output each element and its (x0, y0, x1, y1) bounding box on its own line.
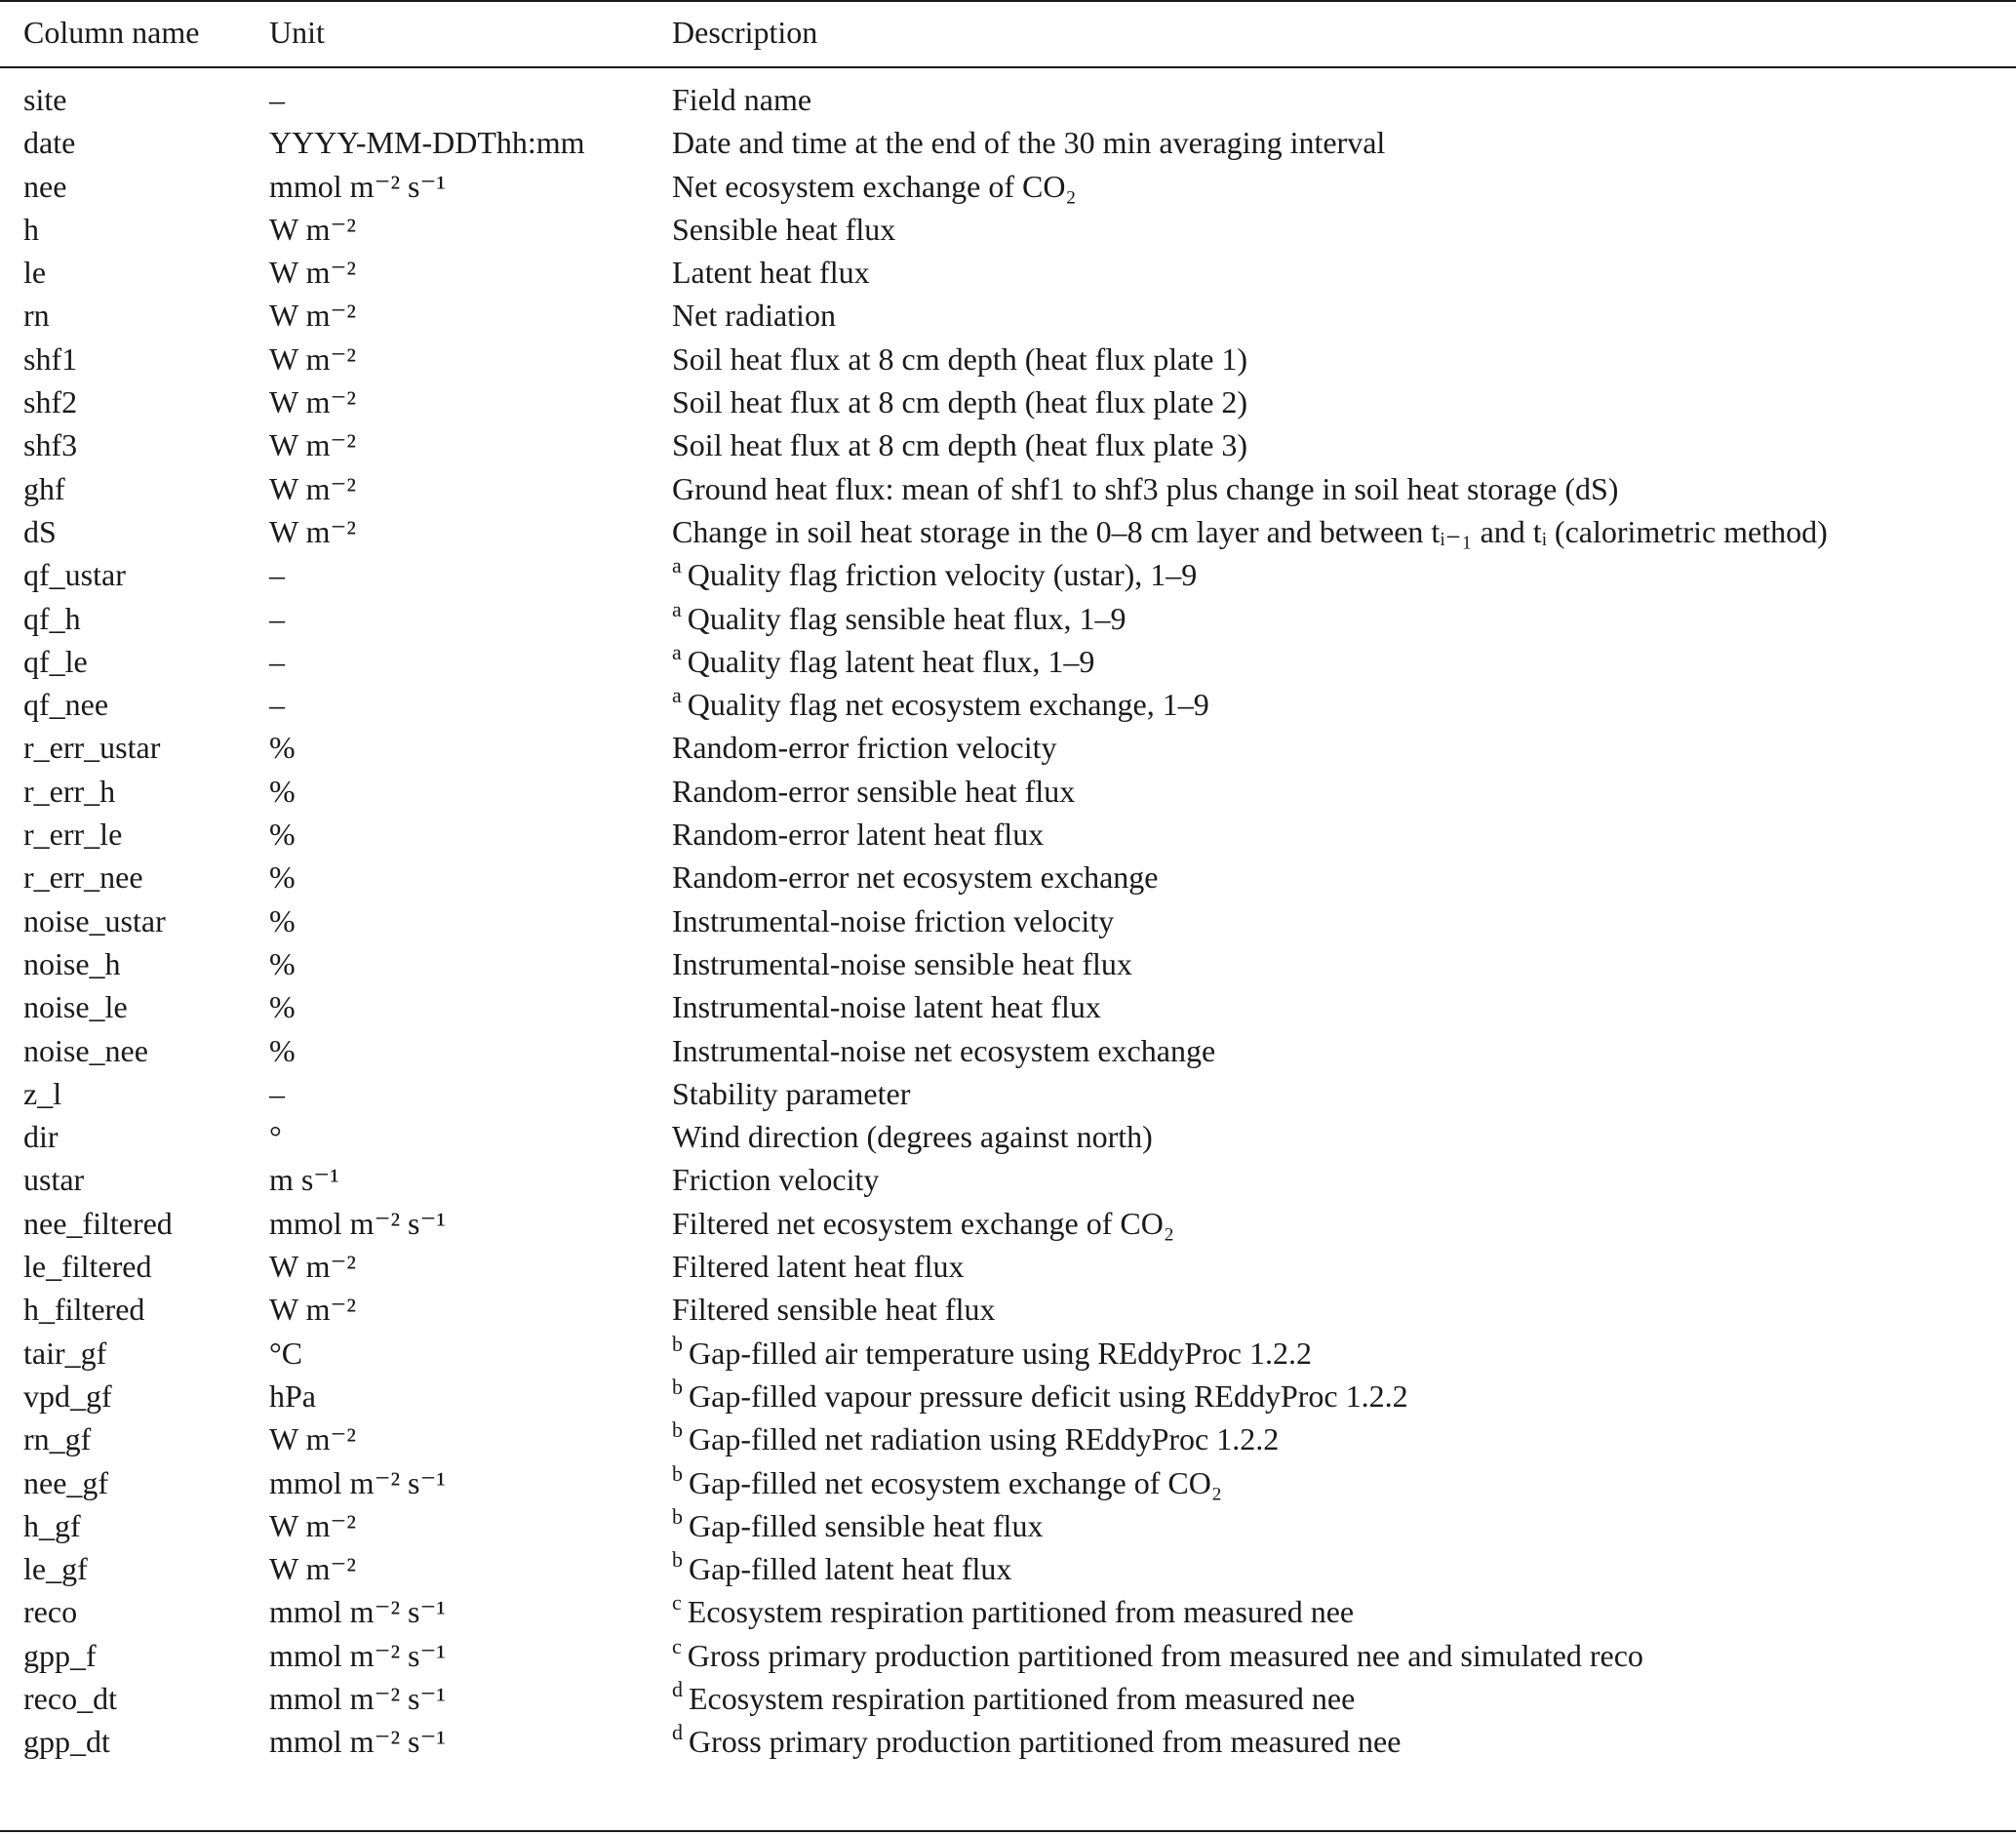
column-name-cell: r_err_nee (23, 859, 143, 896)
unit-cell: W m⁻² (269, 1292, 356, 1328)
column-name-cell: shf1 (23, 340, 78, 377)
description-cell (672, 338, 1247, 380)
unit-cell: W m⁻² (269, 427, 356, 463)
unit-cell: mmol m⁻² s⁻¹ (269, 1680, 446, 1716)
description-cell (672, 1029, 1215, 1072)
unit-cell: hPa (269, 1377, 316, 1414)
description-text: Wind direction (degrees against north) (672, 1119, 1153, 1155)
column-name-cell: tair_gf (23, 1335, 107, 1371)
unit-cell: W m⁻² (269, 1249, 356, 1285)
unit-cell: YYYY-MM-DDThh:mm (269, 125, 585, 161)
unit-cell: W m⁻² (269, 1507, 356, 1543)
table-row (0, 813, 2016, 856)
description-text: Date and time at the end of the 30 min averaging interval (672, 125, 1386, 161)
description-text: Gap-filled vapour pressure deficit using REddyProc 1.2.2 (689, 1377, 1408, 1414)
table-row (0, 1158, 2016, 1201)
column-name-cell: noise_ustar (23, 902, 166, 938)
table-row (0, 1202, 2016, 1245)
unit-cell: – (269, 643, 285, 679)
description-cell (672, 683, 1209, 730)
table-row (0, 1375, 2016, 1417)
description-cell (672, 294, 836, 337)
description-cell (672, 1072, 910, 1115)
unit-cell: m s⁻¹ (269, 1162, 339, 1198)
footnote-marker: c (672, 1590, 682, 1616)
unit-cell: °C (269, 1335, 303, 1371)
description-text: Instrumental-noise friction velocity (672, 902, 1115, 938)
column-name-cell: noise_h (23, 945, 121, 981)
table-row (0, 942, 2016, 985)
table-row (0, 1634, 2016, 1677)
column-name-cell: rn (23, 298, 50, 334)
unit-cell: – (269, 1075, 285, 1111)
description-cell (672, 251, 870, 294)
unit-cell: % (269, 817, 296, 853)
description-text: Friction velocity (672, 1162, 880, 1198)
table-row (0, 1245, 2016, 1288)
description-text: Instrumental-noise latent heat flux (672, 989, 1101, 1025)
unit-cell: W m⁻² (269, 255, 356, 291)
unit-cell: W m⁻² (269, 470, 356, 506)
description-cell (672, 1461, 1222, 1508)
description-cell (672, 770, 1075, 813)
column-name-cell: dS (23, 513, 57, 549)
column-name-cell: qf_ustar (23, 557, 126, 593)
column-name-cell: ghf (23, 470, 65, 506)
column-name-cell: z_l (23, 1075, 62, 1111)
description-cell (672, 1332, 1312, 1378)
description-cell (672, 1720, 1401, 1767)
unit-cell: % (269, 989, 296, 1025)
column-name-cell: r_err_ustar (23, 730, 161, 766)
description-text: Gap-filled air temperature using REddyProc 1.2.2 (689, 1335, 1312, 1371)
table-row (0, 510, 2016, 553)
table-row (0, 423, 2016, 466)
table-row (0, 985, 2016, 1028)
description-cell (672, 1417, 1279, 1464)
description-text: Quality flag net ecosystem exchange, 1–9 (687, 687, 1209, 723)
table-body (0, 78, 2016, 1764)
column-name-cell: dir (23, 1119, 59, 1155)
description-text: Random-error friction velocity (672, 730, 1057, 766)
table-header-rule (0, 66, 2016, 68)
footnote-marker: b (672, 1417, 683, 1443)
footnote-marker: c (672, 1633, 682, 1658)
table-row (0, 251, 2016, 294)
description-text: Net ecosystem exchange of CO₂ (672, 168, 1077, 204)
description-text: Net radiation (672, 298, 836, 334)
table-row (0, 899, 2016, 942)
description-cell (672, 1590, 1354, 1637)
table-row (0, 1720, 2016, 1763)
unit-cell: – (269, 557, 285, 593)
description-text: Soil heat flux at 8 cm depth (heat flux plate 2) (672, 384, 1248, 420)
description-cell (672, 813, 1044, 856)
table-row (0, 1590, 2016, 1633)
table-row (0, 683, 2016, 726)
table-row (0, 1417, 2016, 1460)
column-name-cell: le_gf (23, 1551, 88, 1587)
footnote-marker: a (672, 596, 682, 621)
header-description: Description (672, 15, 818, 50)
description-text: Random-error sensible heat flux (672, 773, 1076, 809)
description-cell (672, 510, 1828, 553)
column-name-cell: gpp_dt (23, 1724, 110, 1760)
unit-cell: W m⁻² (269, 340, 356, 377)
description-text: Gap-filled sensible heat flux (689, 1507, 1044, 1543)
column-name-cell: nee_gf (23, 1464, 109, 1500)
column-name-cell: h_filtered (23, 1292, 145, 1328)
unit-cell: % (269, 773, 296, 809)
footnote-marker: a (672, 683, 682, 708)
footnote-marker: b (672, 1331, 683, 1356)
column-name-cell: h_gf (23, 1507, 81, 1543)
description-text: Sensible heat flux (672, 211, 896, 247)
unit-cell: W m⁻² (269, 513, 356, 549)
table-row (0, 1461, 2016, 1504)
description-text: Random-error net ecosystem exchange (672, 859, 1159, 896)
description-text: Filtered sensible heat flux (672, 1292, 996, 1328)
footnote-marker: b (672, 1460, 683, 1486)
table-row (0, 856, 2016, 898)
table-row (0, 1677, 2016, 1720)
column-name-cell: h (23, 211, 39, 247)
footnote-marker: b (672, 1374, 683, 1399)
description-text: Gap-filled latent heat flux (689, 1551, 1012, 1587)
column-name-cell: vpd_gf (23, 1377, 112, 1414)
description-text: Ground heat flux: mean of shf1 to shf3 plus change in soil heat storage (dS) (672, 470, 1619, 506)
column-name-cell: shf2 (23, 384, 78, 420)
description-text: Gap-filled net ecosystem exchange of CO₂ (689, 1464, 1222, 1500)
description-cell (672, 380, 1247, 423)
description-cell (672, 165, 1077, 208)
description-text: Filtered latent heat flux (672, 1249, 965, 1285)
column-name-cell: noise_nee (23, 1032, 148, 1068)
column-name-cell: reco_dt (23, 1680, 117, 1716)
footnote-marker: b (672, 1503, 683, 1529)
unit-cell: – (269, 687, 285, 723)
description-cell (672, 78, 811, 121)
footnote-marker: a (672, 639, 682, 664)
footnote-marker: d (672, 1676, 683, 1701)
column-name-cell: le_filtered (23, 1249, 152, 1285)
unit-cell: – (269, 600, 285, 636)
description-cell (672, 1158, 879, 1201)
table-row (0, 770, 2016, 813)
description-cell (672, 1547, 1011, 1594)
description-cell (672, 726, 1057, 769)
table-row (0, 640, 2016, 683)
table-row (0, 1332, 2016, 1375)
column-name-cell: r_err_h (23, 773, 116, 809)
unit-cell: W m⁻² (269, 1551, 356, 1587)
description-text: Field name (672, 82, 812, 117)
table-row (0, 1504, 2016, 1547)
column-name-cell: r_err_le (23, 817, 123, 853)
footnote-marker: a (672, 553, 682, 578)
column-name-cell: qf_nee (23, 687, 109, 723)
table-row (0, 726, 2016, 769)
table-row (0, 121, 2016, 164)
unit-cell: W m⁻² (269, 384, 356, 420)
description-text: Instrumental-noise net ecosystem exchange (672, 1032, 1216, 1068)
table-row (0, 1115, 2016, 1158)
table-row (0, 294, 2016, 337)
description-cell (672, 856, 1158, 898)
unit-cell: % (269, 945, 296, 981)
description-text: Change in soil heat storage in the 0–8 cm layer and between tᵢ₋₁ and tᵢ (calorimetric method) (672, 513, 1828, 549)
unit-cell: mmol m⁻² s⁻¹ (269, 1724, 446, 1760)
table-row (0, 553, 2016, 596)
table-row (0, 1072, 2016, 1115)
description-text: Gap-filled net radiation using REddyProc 1.2.2 (689, 1421, 1280, 1457)
column-name-cell: noise_le (23, 989, 128, 1025)
description-text: Ecosystem respiration partitioned from measured nee (687, 1594, 1355, 1630)
table-row (0, 165, 2016, 208)
table-bottom-rule (0, 1830, 2016, 1832)
unit-cell: % (269, 730, 296, 766)
header-column-name: Column name (23, 15, 200, 50)
table-row (0, 1288, 2016, 1331)
description-text: Latent heat flux (672, 255, 870, 291)
column-name-cell: nee (23, 168, 67, 204)
description-cell (672, 1288, 995, 1331)
description-cell (672, 208, 895, 251)
unit-cell: ° (269, 1119, 282, 1155)
unit-cell: – (269, 82, 285, 117)
header-unit: Unit (269, 15, 325, 50)
description-text: Quality flag sensible heat flux, 1–9 (687, 600, 1127, 636)
footnote-marker: b (672, 1547, 683, 1573)
unit-cell: mmol m⁻² s⁻¹ (269, 1205, 446, 1241)
unit-cell: % (269, 859, 296, 896)
description-text: Instrumental-noise sensible heat flux (672, 945, 1132, 981)
description-text: Soil heat flux at 8 cm depth (heat flux plate 1) (672, 340, 1248, 377)
description-cell (672, 899, 1114, 942)
table-row (0, 597, 2016, 640)
description-text: Stability parameter (672, 1075, 911, 1111)
unit-cell: W m⁻² (269, 298, 356, 334)
table-row (0, 1029, 2016, 1072)
unit-cell: mmol m⁻² s⁻¹ (269, 1464, 446, 1500)
unit-cell: mmol m⁻² s⁻¹ (269, 1637, 446, 1673)
table-row (0, 78, 2016, 121)
table-row (0, 208, 2016, 251)
description-cell (672, 1115, 1153, 1158)
column-name-cell: site (23, 82, 67, 117)
column-name-cell: qf_le (23, 643, 88, 679)
description-cell (672, 423, 1247, 466)
column-name-cell: shf3 (23, 427, 78, 463)
description-text: Quality flag latent heat flux, 1–9 (687, 643, 1095, 679)
description-cell (672, 1245, 964, 1288)
description-text: Filtered net ecosystem exchange of CO₂ (672, 1205, 1174, 1241)
unit-cell: W m⁻² (269, 211, 356, 247)
unit-cell: mmol m⁻² s⁻¹ (269, 168, 446, 204)
description-text: Gross primary production partitioned from measured nee and simulated reco (687, 1637, 1643, 1673)
description-cell (672, 553, 1197, 600)
description-cell (672, 1504, 1043, 1551)
footnote-marker: d (672, 1720, 683, 1745)
description-cell (672, 597, 1126, 644)
description-text: Gross primary production partitioned from measured nee (689, 1724, 1402, 1760)
table-row (0, 380, 2016, 423)
description-text: Soil heat flux at 8 cm depth (heat flux plate 3) (672, 427, 1248, 463)
column-name-cell: nee_filtered (23, 1205, 173, 1241)
description-cell (672, 640, 1094, 687)
description-text: Random-error latent heat flux (672, 817, 1045, 853)
table-row (0, 338, 2016, 380)
description-cell (672, 121, 1385, 164)
unit-cell: W m⁻² (269, 1421, 356, 1457)
description-text: Quality flag friction velocity (ustar), 1–9 (687, 557, 1198, 593)
column-name-cell: gpp_f (23, 1637, 97, 1673)
description-cell (672, 1202, 1174, 1245)
table-row (0, 1547, 2016, 1590)
description-text: Ecosystem respiration partitioned from measured nee (689, 1680, 1356, 1716)
table-row (0, 467, 2016, 510)
description-cell (672, 1375, 1408, 1421)
description-cell (672, 467, 1618, 510)
description-cell (672, 985, 1101, 1028)
unit-cell: mmol m⁻² s⁻¹ (269, 1594, 446, 1630)
description-cell (672, 1677, 1355, 1724)
column-name-cell: date (23, 125, 76, 161)
column-name-cell: qf_h (23, 600, 81, 636)
column-name-cell: reco (23, 1594, 78, 1630)
column-name-cell: rn_gf (23, 1421, 92, 1457)
description-cell (672, 1634, 1643, 1681)
column-name-cell: le (23, 255, 47, 291)
column-name-cell: ustar (23, 1162, 85, 1198)
description-cell (672, 942, 1132, 985)
unit-cell: % (269, 1032, 296, 1068)
unit-cell: % (269, 902, 296, 938)
